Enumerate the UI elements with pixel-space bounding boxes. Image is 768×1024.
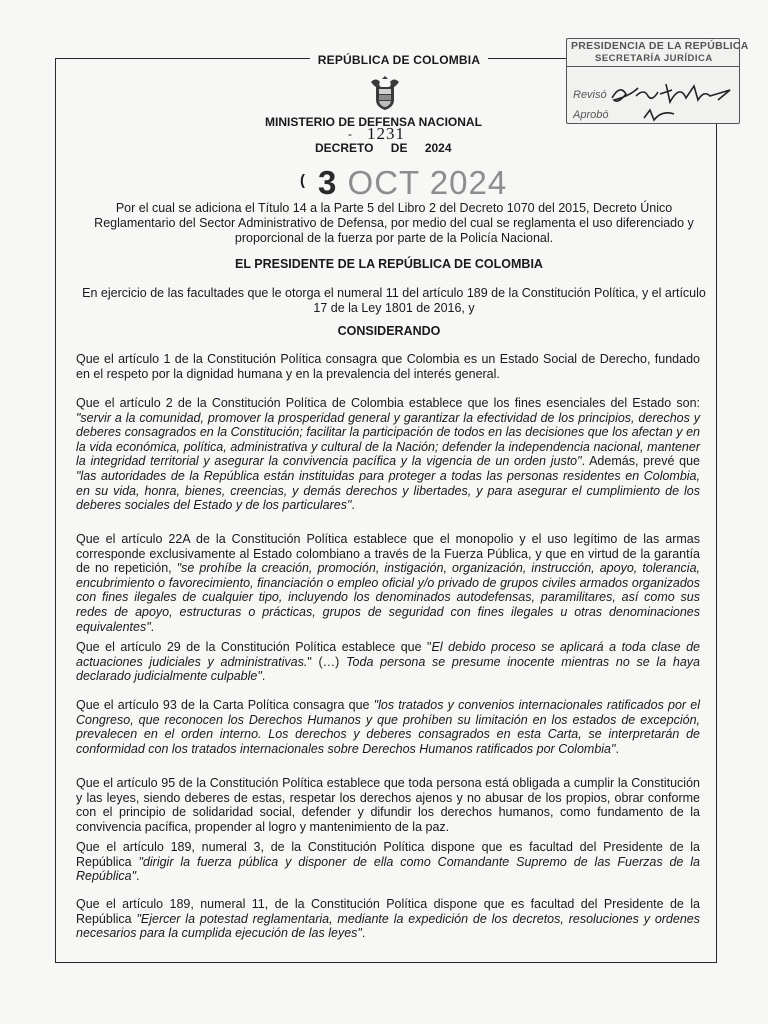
p5-text-b: . bbox=[615, 741, 619, 756]
stamp-divider bbox=[567, 66, 739, 67]
decree-summary: Por el cual se adiciona el Título 14 a la Parte 5 del Libro 2 del Decreto 1070 del 2015, Decreto Único Reglamentario del Sector Administrativo de Defensa, por medio del cual se reglamenta el uso diferenciado y proporcional de la fuerza por parte de la Policía Nacional. bbox=[94, 201, 694, 245]
date-month-year: OCT 2024 bbox=[347, 164, 508, 201]
date-stamp bbox=[318, 164, 507, 202]
p2-text-c: . bbox=[351, 498, 355, 513]
date-day: 3 bbox=[318, 164, 338, 201]
paragraph-article-189-3 bbox=[76, 840, 700, 884]
paragraph-article-93 bbox=[76, 698, 700, 756]
paragraph-article-22a bbox=[76, 532, 700, 634]
p4-quote-b: Toda persona se presume inocente mientras no se la haya declarado judicialmente culpable" bbox=[76, 654, 700, 684]
stamp-aprobo-label: Aprobó bbox=[573, 109, 609, 121]
p3-quote: "se prohíbe la creación, promoción, instigación, organización, instrucción, apoyo, tolerancia, encubrimiento o favorecimiento, financiación o empleo oficial y/o privado de grupos civiles armados organizados con fines ilegales de cualquier tipo, incluyendo los denominados autodefensas, paramilitares, así como sus redes de apoyo, estructuras o prácticas, grupos de seguridad con fines ilegales u otras denominaciones equivalentes" bbox=[76, 561, 700, 634]
p8-text-b: . bbox=[361, 926, 366, 941]
p5-quote: "los tratados y convenios internacionales ratificados por el Congreso, que reconocen los Derechos Humanos y que prohíben su limitación en los estados de excepción, prevalecen en el orden interno. Los derechos y deberes consagrados en esta Carta, se interpretarán de conformidad con los tratados internacionales sobre Derechos Humanos ratificados por Colombia" bbox=[76, 698, 700, 756]
p4-quote-a: El debido proceso se aplicará a toda clase de actuaciones judiciales y administrativas. bbox=[76, 640, 700, 669]
president-heading: EL PRESIDENTE DE LA REPÚBLICA DE COLOMBIA bbox=[235, 257, 543, 271]
paragraph-article-189-11 bbox=[76, 897, 700, 941]
p7-text-b: . bbox=[136, 869, 140, 884]
p4-text-c: . bbox=[261, 669, 266, 684]
paragraph-article-1: Que el artículo 1 de la Constitución Política consagra que Colombia es un Estado Social de Derecho, fundado en el respeto por la dignidad humana y en la prevalencia del interés general. bbox=[76, 352, 700, 381]
coat-of-arms-icon bbox=[368, 76, 402, 112]
date-paren: ( bbox=[300, 172, 305, 189]
decree-line bbox=[315, 141, 452, 155]
p4-text-a: Que el artículo 29 de la Constitución Política establece que " bbox=[76, 640, 432, 654]
p8-text-a: Que el artículo 189, numeral 11, de la Constitución Política dispone que es facultad del Presidente de la República bbox=[76, 897, 700, 926]
stamp-subtitle: SECRETARÍA JURÍDICA bbox=[595, 53, 713, 64]
p2-quote-a: "servir a la comunidad, promover la prosperidad general y garantizar la efectividad de los principios, derechos y deberes consagrados en la Constitución; facilitar la participación de todos en las decisiones que los afectan y en la vida económica, política, administrativa y cultural de la Nación; defender la independencia nacional, mantener la integridad territorial y asegurar la convivencia pacífica y la vigencia de un orden justo" bbox=[76, 410, 700, 469]
p5-text-a: Que el artículo 93 de la Carta Política consagra que bbox=[76, 698, 374, 712]
handwritten-signature bbox=[600, 80, 740, 128]
p2-quote-b: "las autoridades de la República están instituidas para proteger a todas las personas residentes en Colombia, en su vida, honra, bienes, creencias, y demás derechos y libertades, y para asegurar el cumplimiento de los deberes sociales del Estado y de los particulares" bbox=[76, 468, 700, 513]
decree-number-dash: - bbox=[348, 127, 352, 141]
p4-text-b: " (…) bbox=[307, 654, 347, 669]
p2-text-a: Que el artículo 2 de la Constitución Política de Colombia establece que los fines esenciales del Estado son: bbox=[76, 396, 700, 410]
legal-basis-text: En ejercicio de las facultades que le otorga el numeral 11 del artículo 189 de la Constitución Política, y el artículo 17 de la Ley 1801 de 2016, y bbox=[82, 286, 706, 315]
decree-number: 1231 bbox=[367, 124, 405, 143]
p3-text-b: . bbox=[150, 619, 155, 634]
paragraph-article-29 bbox=[76, 640, 700, 684]
p7-text-a: Que el artículo 189, numeral 3, de la Constitución Política dispone que es facultad del Presidente de la República bbox=[76, 840, 700, 869]
stamp-title: PRESIDENCIA DE LA REPÚBLICA bbox=[571, 40, 749, 52]
decree-label: DECRETO bbox=[315, 141, 374, 155]
considerando-heading: CONSIDERANDO bbox=[337, 324, 441, 338]
p3-text-a: Que el artículo 22A de la Constitución Política establece que el monopolio y el uso legítimo de las armas corresponde exclusivamente al Estado colombiano a través de la Fuerza Pública, y que en virtud de la garantía de no repetición, bbox=[76, 532, 700, 576]
p7-quote: "dirigir la fuerza pública y disponer de ella como Comandante Supremo de las Fuerzas de la República" bbox=[76, 854, 700, 884]
paragraph-article-2 bbox=[76, 396, 700, 513]
paragraph-article-95: Que el artículo 95 de la Constitución Política establece que toda persona está obligada a cumplir la Constitución y las leyes, siendo deberes de estas, respetar los derechos ajenos y no abusar de los propios, obrar conforme con el principio de solidaridad social, defender y difundir los derechos humanos, como fundamento de la convivencia pacífica, propender al logro y mantenimiento de la paz. bbox=[76, 776, 700, 834]
decree-year: 2024 bbox=[424, 141, 452, 155]
p8-quote: "Ejercer la potestad reglamentaria, mediante la expedición de los decretos, resoluciones y ordenes necesarios para la cumplida ejecución de las leyes" bbox=[76, 911, 700, 941]
country-heading: REPÚBLICA DE COLOMBIA bbox=[317, 53, 481, 67]
ministry-heading: MINISTERIO DE DEFENSA NACIONAL bbox=[265, 115, 482, 129]
stamp-reviso-label: Revisó bbox=[573, 89, 607, 101]
decree-of: DE bbox=[390, 141, 408, 155]
p2-text-b: . Además, prevé que bbox=[581, 454, 700, 469]
